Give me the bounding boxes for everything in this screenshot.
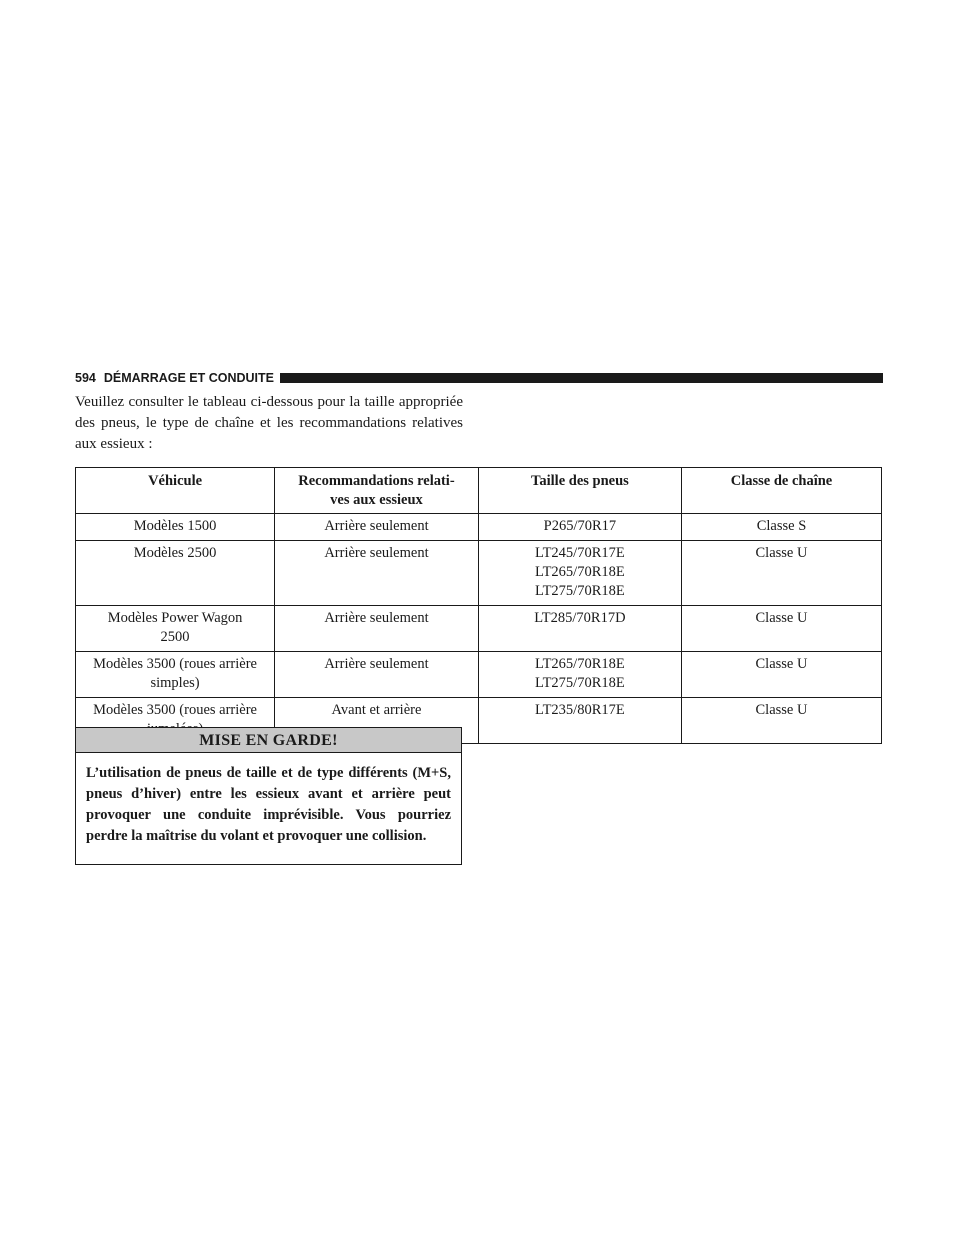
vehicle-text: Modèles 3500 (roues arrière: [93, 702, 257, 718]
cell-chain-class: Classe U: [681, 698, 881, 744]
tire-size-text: LT275/70R18E: [535, 675, 625, 691]
cell-chain-class: Classe U: [681, 652, 881, 698]
table-row: [76, 541, 882, 606]
tire-size-text: LT285/70R17D: [534, 610, 626, 626]
vehicle-text: Modèles 2500: [133, 545, 217, 561]
intro-paragraph: Veuillez consulter le tableau ci-dessous pour la taille appropriée des pneus, le type de chaîne et les recommandations relatives aux essieux :: [75, 394, 463, 452]
header-tire-size: Taille des pneus: [478, 468, 681, 514]
table-row: [76, 606, 882, 652]
cell-axle: Arrière seulement: [275, 514, 479, 541]
header-vehicle: Véhicule: [76, 468, 275, 514]
header-axle-recommendations: [275, 468, 479, 514]
header-axle-line2: ves aux essieux: [330, 492, 423, 508]
header-axle-line1: Recommandations relati-: [298, 473, 455, 489]
cell-chain-class: Classe U: [681, 606, 881, 652]
section-title: DÉMARRAGE ET CONDUITE: [103, 371, 275, 385]
vehicle-text: 2500: [160, 629, 190, 645]
tire-size-text: LT265/70R18E: [535, 564, 625, 580]
cell-axle: Arrière seulement: [275, 541, 479, 606]
tire-chain-table: [75, 467, 882, 744]
tire-size-text: LT235/80R17E: [535, 702, 625, 718]
vehicle-text: Modèles 3500 (roues arrière: [93, 656, 257, 672]
cell-axle: Avant et arrière: [275, 698, 479, 744]
vehicle-text: Modèles 1500: [133, 518, 217, 534]
cell-chain-class: Classe U: [681, 541, 881, 606]
warning-box: [75, 727, 462, 865]
cell-tire-size: [478, 541, 681, 606]
cell-axle: Arrière seulement: [275, 652, 479, 698]
tire-size-text: LT275/70R18E: [535, 583, 625, 599]
header-chain-class: Classe de chaîne: [681, 468, 881, 514]
cell-axle: Arrière seulement: [275, 606, 479, 652]
vehicle-text: simples): [150, 675, 200, 691]
cell-vehicle: [76, 514, 275, 541]
table-header-row: [76, 468, 882, 514]
table-row: [76, 514, 882, 541]
page-header: [75, 370, 883, 386]
tire-size-text: LT265/70R18E: [535, 656, 625, 672]
cell-tire-size: [478, 698, 681, 744]
warning-text: L’utilisation de pneus de taille et de type différents (M+S, pneus d’hiver) entre les essieux avant et arrière peut provoquer une conduite imprévisible. Vous pourriez perdre la maîtrise du volant et provoquer une collision.: [86, 765, 451, 844]
cell-vehicle: [76, 541, 275, 606]
warning-title: MISE EN GARDE!: [76, 728, 461, 753]
cell-tire-size: [478, 514, 681, 541]
table-row: [76, 652, 882, 698]
page-number: 594: [75, 371, 96, 385]
cell-chain-class: Classe S: [681, 514, 881, 541]
cell-vehicle: [76, 606, 275, 652]
cell-vehicle: [76, 652, 275, 698]
cell-tire-size: [478, 652, 681, 698]
cell-tire-size: [478, 606, 681, 652]
vehicle-text: Modèles Power Wagon: [107, 610, 243, 626]
header-rule: [280, 373, 883, 383]
tire-size-text: P265/70R17: [543, 518, 617, 534]
tire-size-text: LT245/70R17E: [535, 545, 625, 561]
